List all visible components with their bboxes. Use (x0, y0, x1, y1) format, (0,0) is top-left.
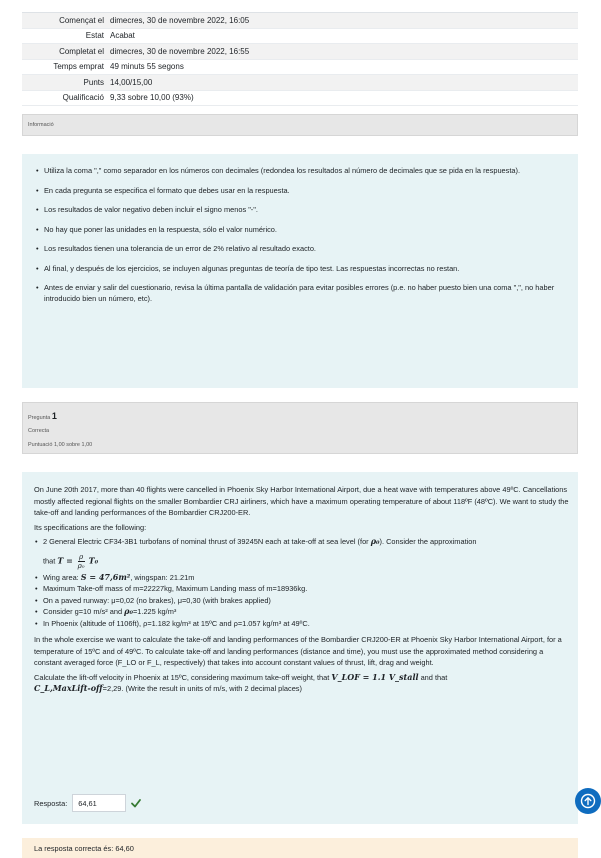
summary-label: Començat el (59, 15, 104, 25)
summary-label: Punts (83, 77, 104, 87)
lift-coefficient-symbol: C_L,MaxLift-off (34, 683, 103, 693)
summary-value: 9,33 sobre 10,00 (93%) (110, 93, 194, 103)
info-list (22, 154, 578, 304)
fraction-numerator: ρ (79, 552, 84, 561)
summary-row-time (22, 60, 578, 76)
summary-row-started (22, 13, 578, 29)
question-exercise: In the whole exercise we want to calculate the take-off and landing performances of the Bombardier CRJ200-ER at Phoenix Sky Harbor International Airport, for a temperature of 15ºC and of 49ºC. To calculate take-off and landing performances (distance and time), you must use the approximated method considering a constant averaged force (F_LO or F_L, respectively) that takes into account constant values of thrust, lift, drag and weight. (34, 635, 562, 667)
spec-runway: • On a paved runway: μ=0,02 (no brakes), μ=0,30 (with brakes applied) (34, 595, 570, 607)
info-item: • En cada pregunta se especifica el formato que debes usar en la respuesta. (36, 186, 564, 197)
spec-engines-text: 2 General Electric CF34-3B1 turbofans of nominal thrust of 39245N each at take-off at sea level (for (43, 537, 371, 546)
info-item: • Utiliza la coma "," como separador en los números con decimales (redondea los resultados al número de decimales que se pida en la respuesta). (36, 166, 564, 177)
info-header-label: Informació (28, 122, 54, 128)
question-state: Correcta (28, 428, 50, 434)
question-content (22, 472, 578, 824)
attempt-summary-table (22, 12, 578, 106)
specs-list-continued (34, 572, 570, 630)
formula-prefix: that (43, 555, 58, 565)
info-header (22, 114, 578, 136)
summary-value: dimecres, 30 de novembre 2022, 16:05 (110, 15, 250, 25)
spec-consider-post: =1.225 kg/m³ (132, 607, 177, 616)
spec-engines-end: ). Consider the approximation (379, 537, 477, 546)
spec-wing-post: , wingspan: 21.21m (130, 572, 195, 582)
info-item: • No hay que poner las unidades en la respuesta, sólo el valor numérico. (36, 225, 564, 236)
summary-row-grade (22, 91, 578, 107)
info-item: • Antes de enviar y salir del cuestionario, revisa la última pantalla de validación para evitar posibles errores (p.e. no haber puesto bien una coma ",", no haber introducido bien un número, etc). (36, 283, 564, 304)
arrow-up-circle-icon (580, 793, 596, 809)
summary-label: Completat el (59, 46, 104, 56)
check-icon (131, 798, 141, 808)
rho-zero-symbol: ρ₀ (124, 606, 133, 616)
spec-consider-pre: Consider g=10 m/s² and (43, 607, 125, 616)
summary-label: Qualificació (62, 93, 104, 103)
wing-area-symbol: S = 47,6m² (80, 571, 131, 582)
question-label: Pregunta (28, 415, 51, 421)
info-item: • Al final, y después de los ejercicios, se incluyen algunas preguntas de teoría de tipo test. Las respuestas incorrectas no restan. (36, 264, 564, 275)
question-info-header (22, 402, 578, 454)
rho-zero-symbol: ρ₀ (370, 536, 380, 546)
spec-mass: • Maximum Take-off mass of m=22227kg, Maximum Landing mass of m=18936kg. (34, 583, 570, 595)
thrust-formula (34, 553, 570, 570)
info-item: • Los resultados de valor negativo deben incluir el signo menos "-". (36, 205, 564, 216)
summary-label: Estat (85, 31, 104, 41)
summary-label: Temps emprat (53, 62, 104, 72)
formula-lhs: T = (57, 554, 76, 565)
spec-wing (34, 572, 570, 584)
spec-consider (34, 606, 570, 618)
summary-row-points (22, 75, 578, 91)
question-text (34, 484, 570, 698)
question-specs-intro: Its specifications are the following: (34, 522, 147, 532)
summary-row-completed (22, 44, 578, 60)
summary-value: dimecres, 30 de novembre 2022, 16:55 (110, 46, 250, 56)
answer-input[interactable]: 64,61 (72, 794, 126, 812)
task-mid: and that (418, 672, 448, 682)
answer-label: Resposta: (34, 798, 68, 808)
spec-phoenix: • In Phoenix (altitude of 1106ft), ρ=1.182 kg/m³ at 15ºC and ρ=1.057 kg/m³ at 49ºC. (34, 618, 570, 630)
density-ratio-fraction (78, 553, 85, 570)
specs-list (34, 536, 570, 548)
question-number-label (28, 411, 57, 421)
lift-off-velocity-symbol: V_LOF = 1.1 V_stall (331, 671, 419, 682)
task-pre: Calculate the lift-off velocity in Phoenix at 15ºC, considering maximum take-off weight, that (34, 672, 332, 682)
info-content (22, 154, 578, 388)
summary-value: 49 minuts 55 segons (110, 62, 184, 72)
fraction-denominator: ρ₀ (77, 561, 85, 570)
info-item: • Los resultados tienen una tolerancia de un error de 2% relativo al resultado exacto. (36, 244, 564, 255)
summary-row-state (22, 29, 578, 45)
question-task (34, 672, 570, 695)
summary-value: Acabat (110, 31, 135, 41)
feedback-box (22, 838, 578, 858)
task-post: =2,29. (Write the result in units of m/s, with 2 decimal places) (102, 684, 302, 693)
back-to-top-button[interactable] (575, 788, 601, 814)
formula-rhs: T₀ (88, 554, 99, 565)
spec-wing-pre: Wing area: (43, 572, 81, 582)
question-score: Puntuació 1,00 sobre 1,00 (28, 442, 93, 448)
question-intro: On June 20th 2017, more than 40 flights were cancelled in Phoenix Sky Harbor International Airport, due a heat wave with temperatures above 49ºC. Cancellations mostly affected regional flights on the smaller Bombardier CRJ airliners, which have a maximum operating temperature of about 118ºF (48ºC). We want to study the take-off and landing performances of the Bombardier CRJ200-ER. (34, 485, 569, 517)
answer-row (34, 794, 141, 812)
correct-answer-text: La resposta correcta és: 64,60 (34, 844, 134, 853)
summary-value: 14,00/15,00 (110, 77, 153, 87)
spec-engines (34, 536, 570, 548)
question-number: 1 (51, 411, 57, 421)
